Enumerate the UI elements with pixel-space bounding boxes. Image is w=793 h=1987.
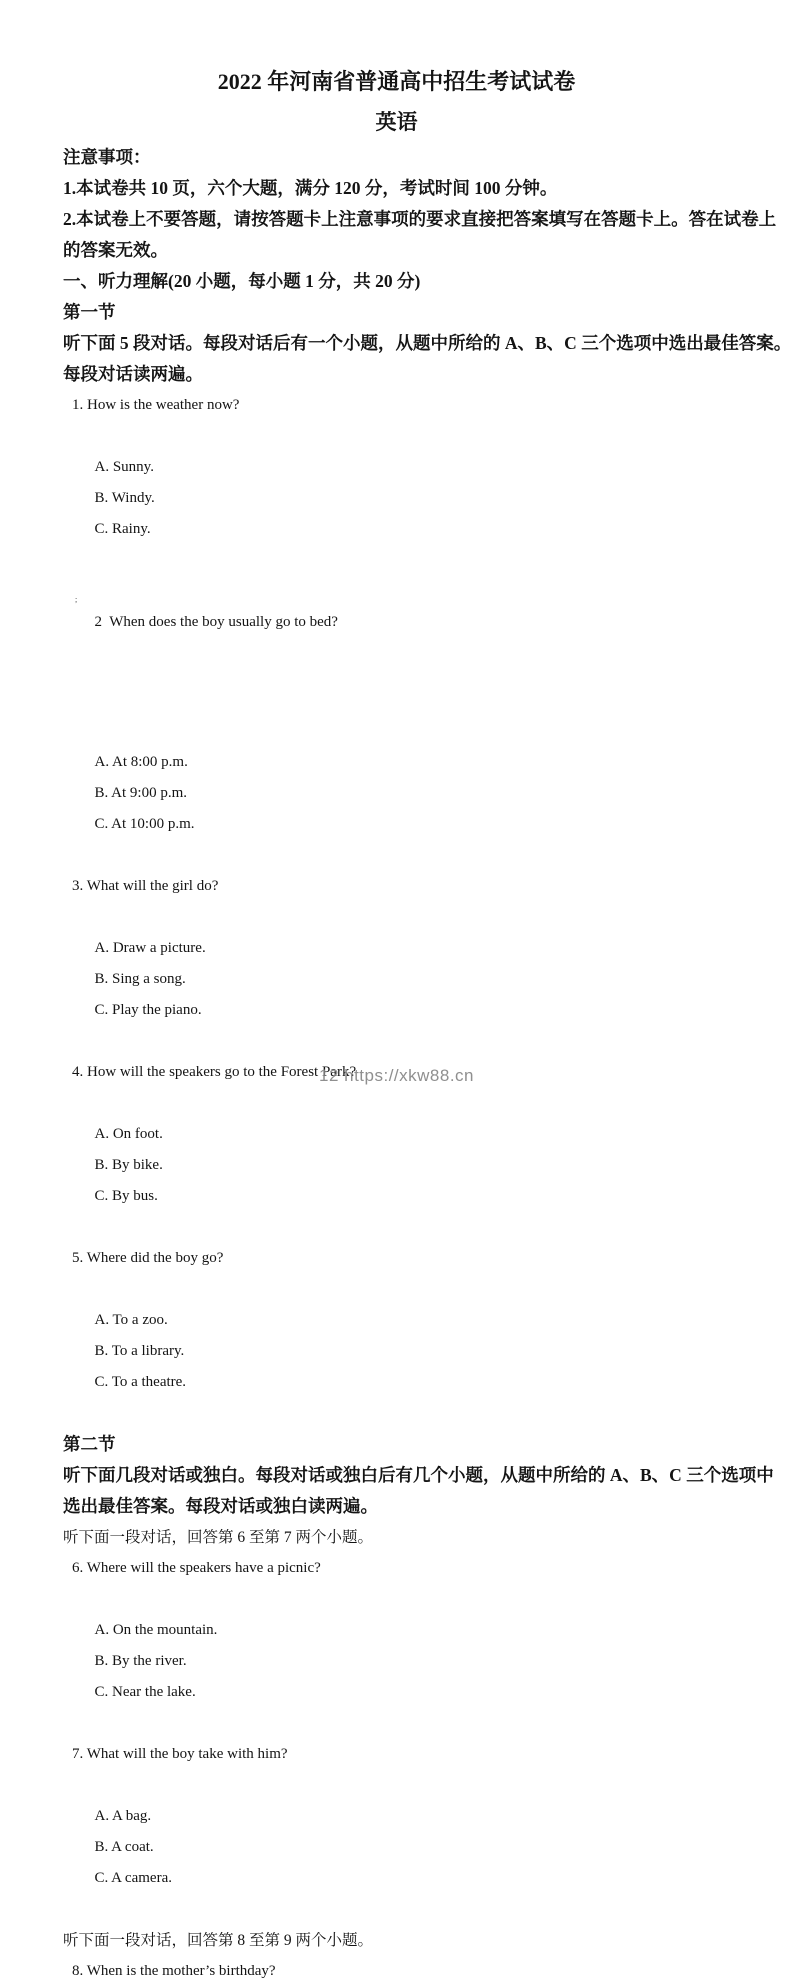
part-1-heading: 第一节 bbox=[63, 302, 116, 322]
question-2-text bbox=[63, 576, 743, 700]
question-4-option-a: A. On foot. bbox=[94, 1126, 163, 1142]
part-2-instructions-line-2: 选出最佳答案。每段对话或独白读两遍。 bbox=[63, 1496, 378, 1516]
question-4-option-c: C. By bus. bbox=[94, 1188, 158, 1204]
question-3-option-a: A. Draw a picture. bbox=[94, 940, 206, 956]
question-5-option-a: A. To a zoo. bbox=[94, 1312, 168, 1328]
scan-artifact-mark: ; bbox=[75, 595, 78, 604]
watermark-footer: 12 https://xkw88.cn bbox=[318, 1066, 475, 1085]
question-3-option-c: C. Play the piano. bbox=[94, 1002, 202, 1018]
question-1-options bbox=[63, 421, 743, 576]
question-2-option-c: C. At 10:00 p.m. bbox=[94, 816, 195, 832]
question-5-options bbox=[63, 1274, 743, 1429]
question-7-options bbox=[63, 1770, 743, 1925]
question-7-option-a: A. A bag. bbox=[94, 1808, 152, 1824]
question-2-options bbox=[63, 716, 743, 871]
question-3-text: 3. What will the girl do? bbox=[72, 878, 219, 894]
part-2-heading: 第二节 bbox=[63, 1434, 116, 1454]
exam-body bbox=[63, 142, 792, 1987]
question-6-options bbox=[63, 1584, 743, 1739]
question-2-text-label: 2 When does the boy usually go to bed? bbox=[94, 614, 338, 630]
question-5-option-b: B. To a library. bbox=[94, 1343, 185, 1359]
question-6-text: 6. Where will the speakers have a picnic? bbox=[72, 1560, 321, 1576]
question-7-option-b: B. A coat. bbox=[94, 1839, 154, 1855]
question-1-text: 1. How is the weather now? bbox=[72, 397, 240, 413]
part-1-instructions-line-1: 听下面 5 段对话。每段对话后有一个小题，从题中所给的 A、B、C 三个选项中选出最佳答案。 bbox=[63, 333, 792, 353]
question-6-option-a: A. On the mountain. bbox=[94, 1622, 218, 1638]
page-title: 2022 年河南省普通高中招生考试试卷 bbox=[217, 69, 576, 94]
notice-item-2-line-1: 2.本试卷上不要答题，请按答题卡上注意事项的要求直接把答案填写在答题卡上。答在试卷上 bbox=[63, 209, 777, 229]
question-4-text: 4. How will the speakers go to the Forest Park? bbox=[72, 1064, 357, 1080]
question-1-option-c: C. Rainy. bbox=[94, 521, 151, 537]
dialog-1-note: 听下面一段对话，回答第 6 至第 7 两个小题。 bbox=[63, 1529, 374, 1546]
question-5-text: 5. Where did the boy go? bbox=[72, 1250, 224, 1266]
question-6-option-c: C. Near the lake. bbox=[94, 1684, 196, 1700]
question-6-option-b: B. By the river. bbox=[94, 1653, 187, 1669]
question-4-option-b: B. By bike. bbox=[94, 1157, 163, 1173]
question-4-options bbox=[63, 1088, 743, 1243]
notice-item-2-line-2: 的答案无效。 bbox=[63, 240, 168, 260]
question-7-option-c: C. A camera. bbox=[94, 1870, 172, 1886]
question-1-option-a: A. Sunny. bbox=[94, 459, 154, 475]
question-2-option-b: B. At 9:00 p.m. bbox=[94, 785, 188, 801]
question-3-options bbox=[63, 902, 743, 1057]
section-1-heading: 一、听力理解(20 小题，每小题 1 分，共 20 分) bbox=[63, 271, 421, 291]
part-1-instructions-line-2: 每段对话读两遍。 bbox=[63, 364, 203, 384]
question-1-option-b: B. Windy. bbox=[94, 490, 155, 506]
question-8-text: 8. When is the mother’s birthday? bbox=[72, 1963, 276, 1979]
question-7-text: 7. What will the boy take with him? bbox=[72, 1746, 288, 1762]
question-2-option-a: A. At 8:00 p.m. bbox=[94, 754, 188, 770]
question-5-option-c: C. To a theatre. bbox=[94, 1374, 187, 1390]
question-3-option-b: B. Sing a song. bbox=[94, 971, 186, 987]
notices-heading: 注意事项： bbox=[63, 147, 151, 167]
notice-item-1: 1.本试卷共 10 页，六个大题，满分 120 分，考试时间 100 分钟。 bbox=[63, 178, 558, 198]
dialog-2-note: 听下面一段对话，回答第 8 至第 9 两个小题。 bbox=[63, 1932, 374, 1949]
page-subtitle: 英语 bbox=[375, 110, 418, 134]
part-2-instructions-line-1: 听下面几段对话或独白。每段对话或独白后有几个小题，从题中所给的 A、B、C 三个选项中 bbox=[63, 1465, 774, 1485]
